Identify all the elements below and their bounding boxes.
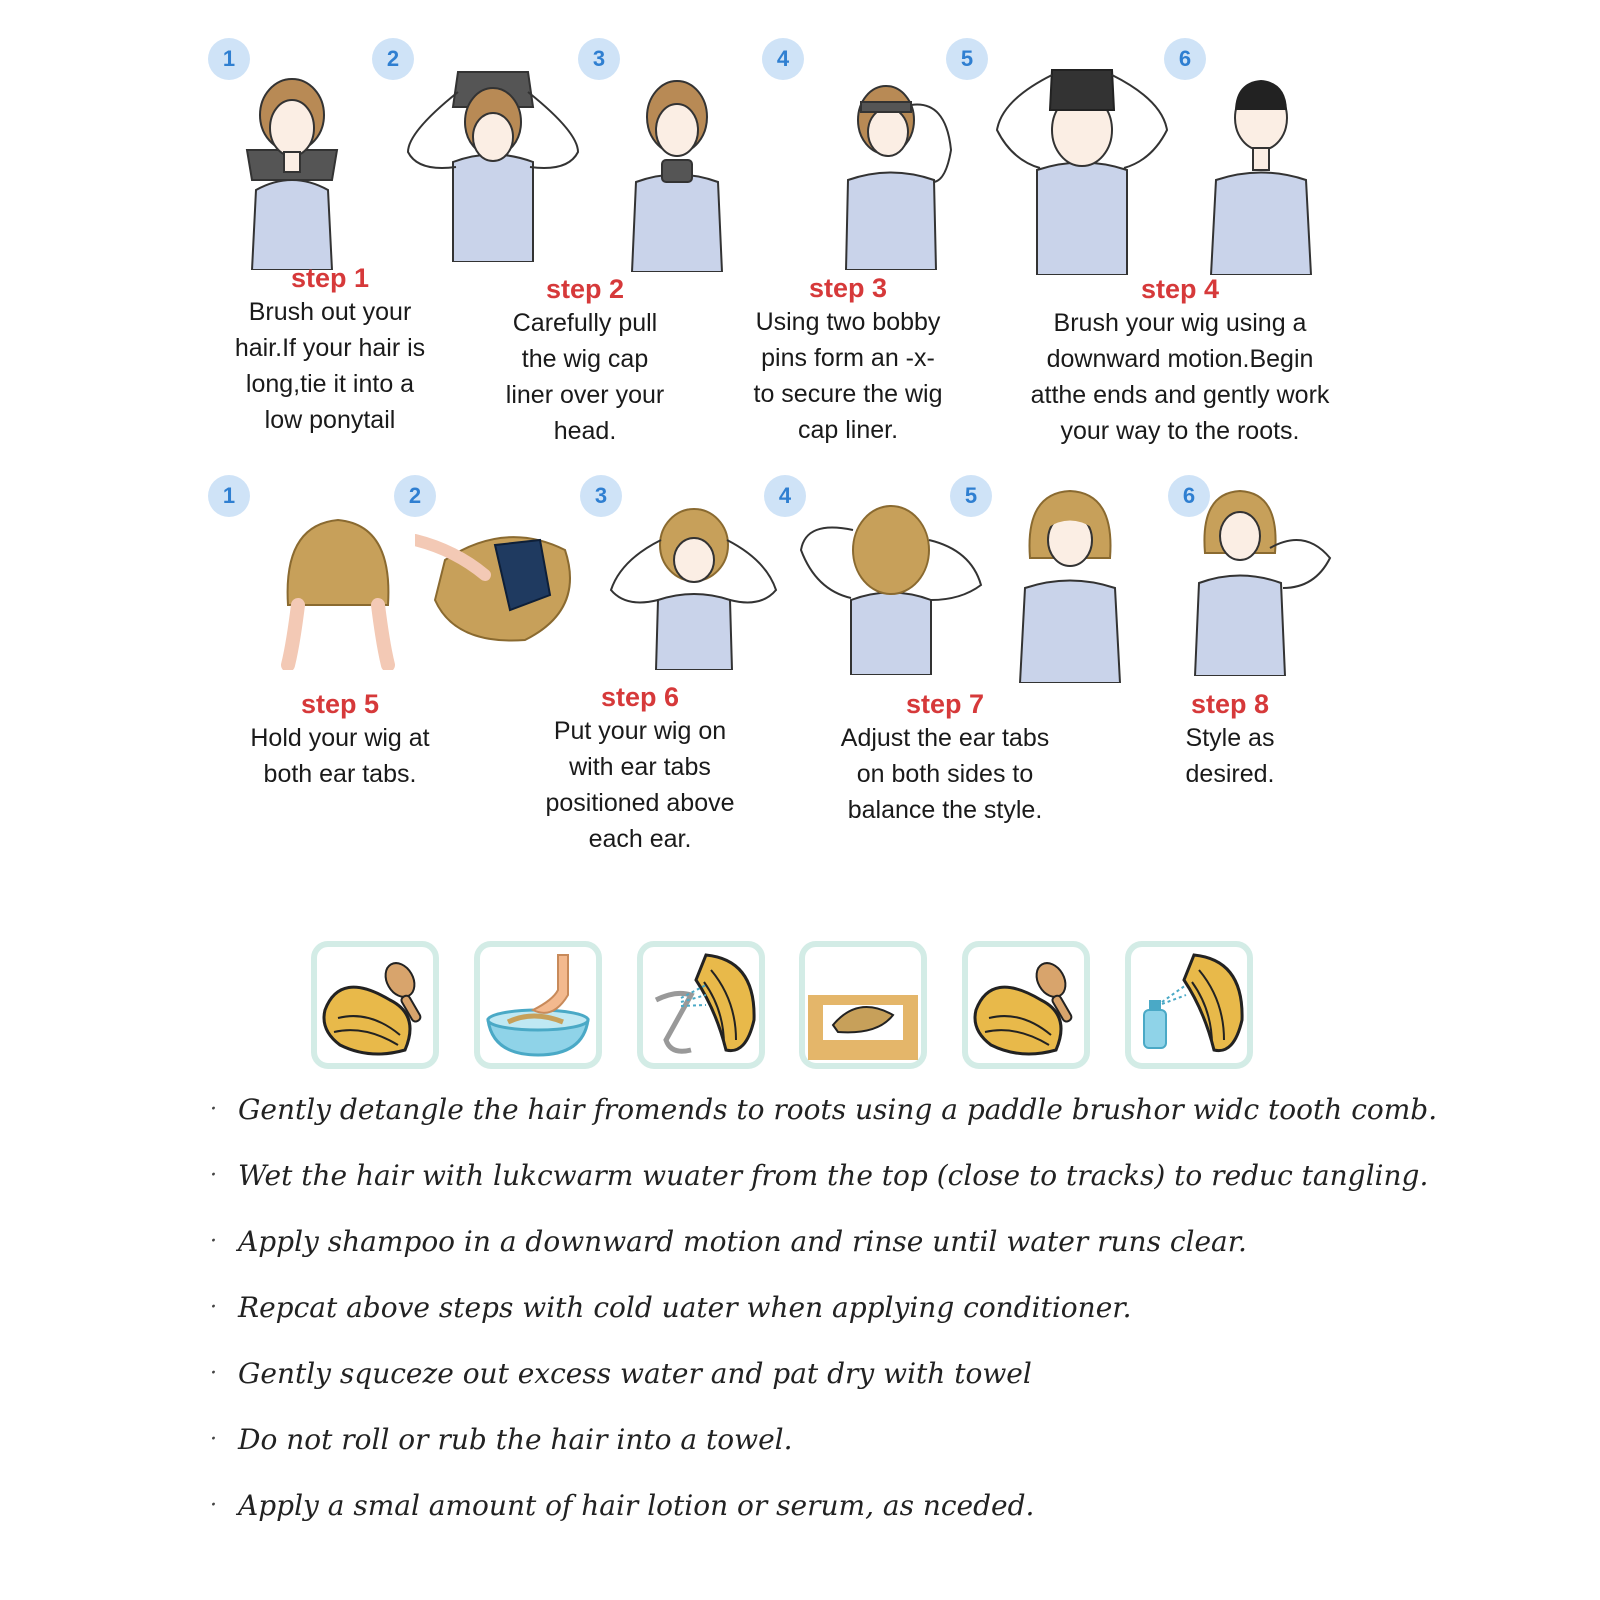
step-number-badge: 2 xyxy=(372,38,414,80)
list-item xyxy=(210,1283,1437,1349)
care-tip-text: Gently detangle the hair fromends to roots using a paddle brushor widc tooth comb. xyxy=(238,1093,1438,1126)
step-number-badge: 6 xyxy=(1168,475,1210,517)
step-7-block xyxy=(815,688,1075,828)
step-number-badge: 4 xyxy=(762,38,804,80)
step-title: step 3 xyxy=(808,273,888,303)
step-number-badge: 5 xyxy=(950,475,992,517)
step-description: Using two bobby pins form an -x- to secure the wig cap liner. xyxy=(753,308,943,444)
bullet-dot: · xyxy=(210,1229,217,1254)
woman-adjusting-ear-tabs-illustration xyxy=(796,490,986,675)
list-item xyxy=(210,1415,1437,1481)
care-tip-text: Repcat above steps with cold uater when applying conditioner. xyxy=(238,1291,1132,1324)
bullet-dot: · xyxy=(210,1097,217,1122)
list-item xyxy=(210,1151,1437,1217)
step-number-badge: 2 xyxy=(394,475,436,517)
towel-dry-icon xyxy=(798,940,928,1070)
step-title: step 5 xyxy=(300,689,380,719)
woman-cap-on-neck-illustration xyxy=(612,72,742,272)
woman-bobby-pins-illustration xyxy=(816,70,966,270)
wig-inside-view-illustration xyxy=(415,520,595,650)
woman-pulling-cap-illustration xyxy=(398,62,588,262)
step-3-block xyxy=(728,272,968,448)
brush-hair-icon xyxy=(310,940,440,1070)
step-number-badge: 5 xyxy=(946,38,988,80)
woman-putting-on-wig-illustration xyxy=(606,500,781,670)
woman-with-bob-wig-illustration xyxy=(1005,488,1135,683)
step-number-badge: 1 xyxy=(208,475,250,517)
step-title: step 8 xyxy=(1190,689,1270,719)
step-number-badge: 1 xyxy=(208,38,250,80)
step-description: Put your wig on with ear tabs positioned above each ear. xyxy=(545,717,735,853)
care-tip-text: Do not roll or rub the hair into a towel. xyxy=(238,1423,793,1456)
bullet-dot: · xyxy=(210,1361,217,1386)
step-description: Carefully pull the wig cap liner over your head. xyxy=(505,309,665,445)
step-title: step 2 xyxy=(545,274,625,304)
step-description: Brush your wig using a downward motion.Begin atthe ends and gently work your way to the roots. xyxy=(1030,309,1330,445)
woman-cap-over-head-illustration xyxy=(992,60,1172,275)
step-number-badge: 3 xyxy=(580,475,622,517)
step-8-block xyxy=(1140,688,1320,792)
hands-holding-wig-illustration xyxy=(268,515,408,670)
step-2-block xyxy=(470,273,700,449)
spray-bottle-icon xyxy=(1124,940,1254,1070)
step-number-badge: 4 xyxy=(764,475,806,517)
wash-basin-icon xyxy=(473,940,603,1070)
step-1-block xyxy=(205,262,455,438)
step-number-badge: 6 xyxy=(1164,38,1206,80)
bullet-dot: · xyxy=(210,1493,217,1518)
brush-hair-icon xyxy=(961,940,1091,1070)
step-6-block xyxy=(520,681,760,857)
step-number-badge: 3 xyxy=(578,38,620,80)
bullet-dot: · xyxy=(210,1163,217,1188)
bullet-dot: · xyxy=(210,1427,217,1452)
step-description: Adjust the ear tabs on both sides to balance the style. xyxy=(840,724,1050,824)
step-title: step 4 xyxy=(1140,274,1220,304)
woman-ponytail-illustration xyxy=(222,70,362,270)
care-tip-text: Apply shampoo in a downward motion and rinse until water runs clear. xyxy=(238,1225,1247,1258)
step-5-block xyxy=(220,688,460,792)
bullet-dot: · xyxy=(210,1295,217,1320)
care-tip-text: Wet the hair with lukcwarm wuater from the top (close to tracks) to reduc tangling. xyxy=(238,1159,1429,1192)
list-item xyxy=(210,1085,1437,1151)
step-4-block xyxy=(990,273,1370,449)
care-tips-list xyxy=(210,1085,1437,1547)
list-item xyxy=(210,1481,1437,1547)
step-title: step 1 xyxy=(290,263,370,293)
woman-wearing-cap-illustration xyxy=(1196,70,1326,275)
care-tip-text: Gently squceze out excess water and pat dry with towel xyxy=(238,1357,1032,1390)
step-title: step 7 xyxy=(905,689,985,719)
step-description: Style as desired. xyxy=(1185,724,1275,788)
list-item xyxy=(210,1349,1437,1415)
step-title: step 6 xyxy=(600,682,680,712)
woman-styling-hair-illustration xyxy=(1175,488,1340,676)
list-item xyxy=(210,1217,1437,1283)
step-description: Brush out your hair.If your hair is long,tie it into a low ponytail xyxy=(234,298,426,434)
care-tip-text: Apply a smal amount of hair lotion or serum, as nceded. xyxy=(238,1489,1035,1522)
shower-spray-icon xyxy=(636,940,766,1070)
step-description: Hold your wig at both ear tabs. xyxy=(250,724,430,788)
